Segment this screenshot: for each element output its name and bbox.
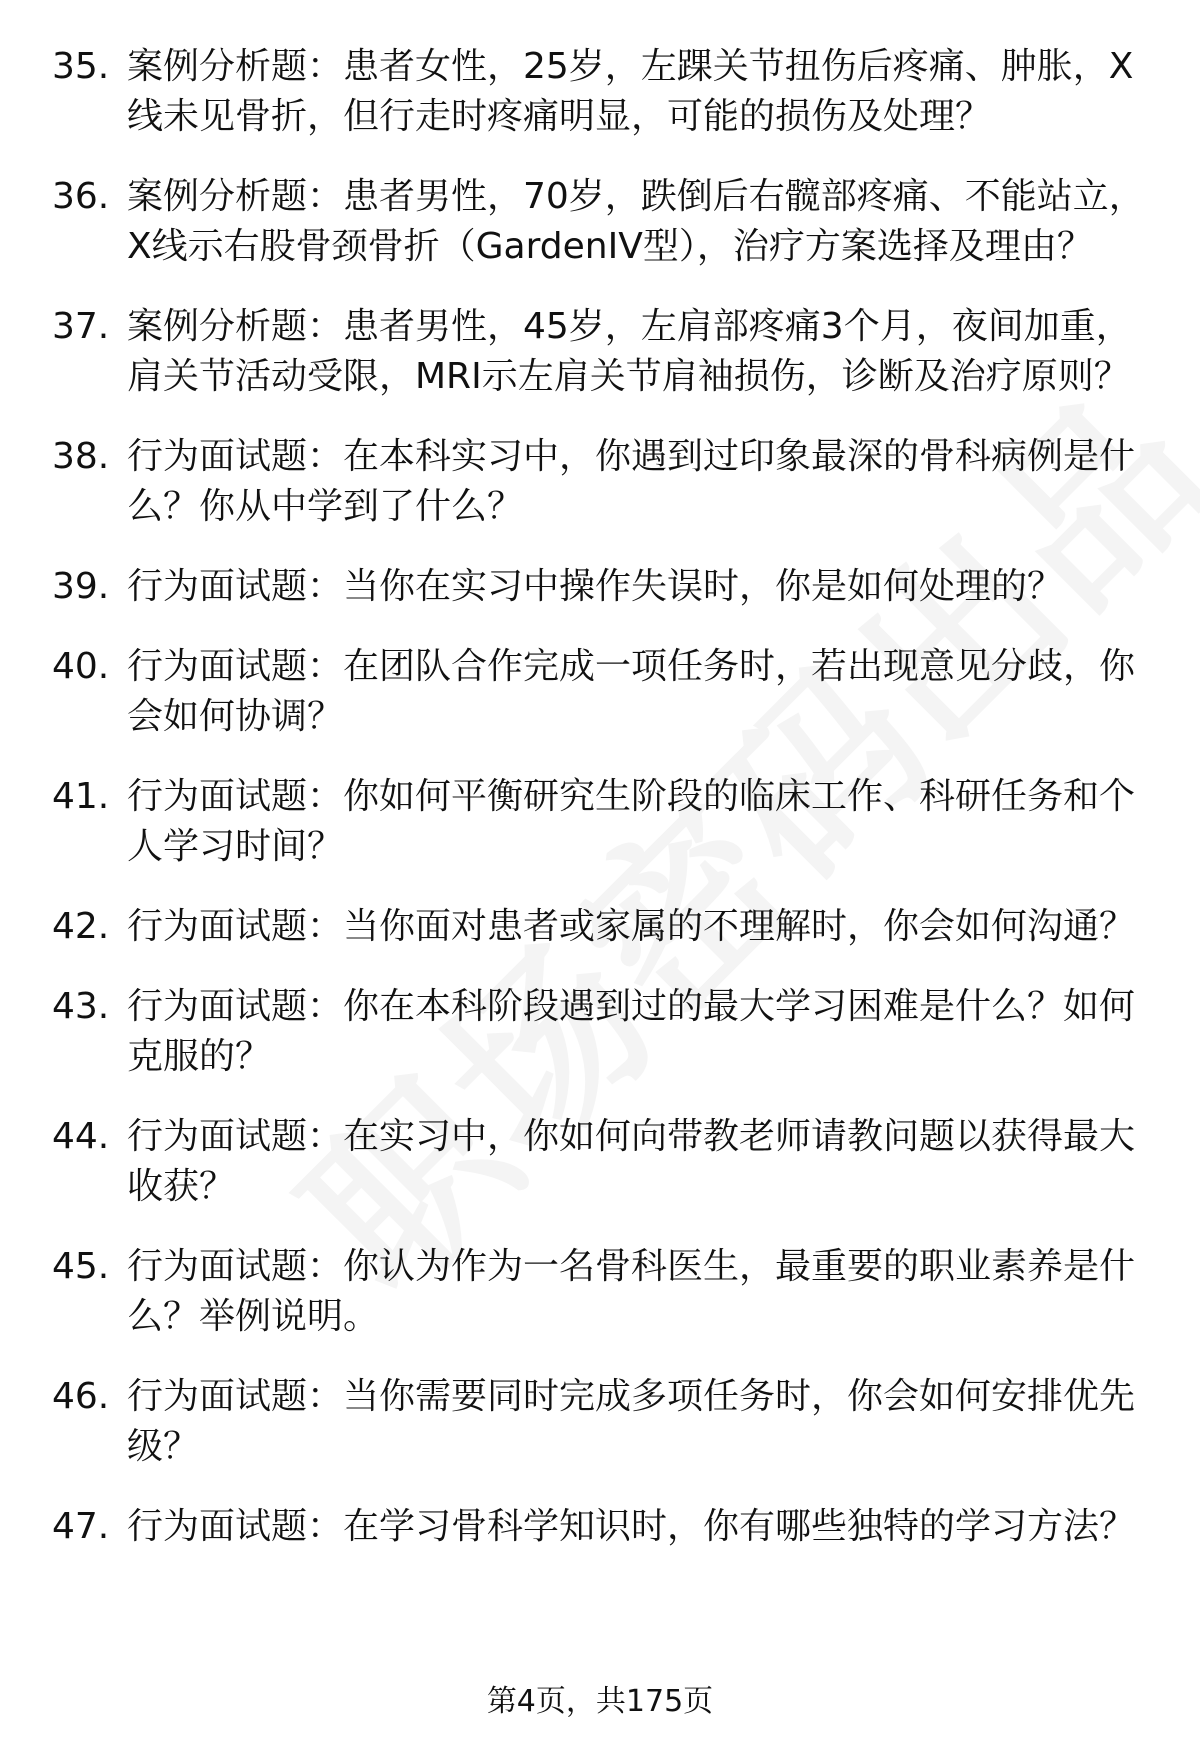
question-item xyxy=(52,172,1162,272)
question-item xyxy=(52,772,1162,872)
question-text: 案例分析题：患者男性，45岁，左肩部疼痛3个月，夜间加重，肩关节活动受限，MRI示左肩关节肩袖损伤，诊断及治疗原则？ xyxy=(127,306,1132,397)
question-item xyxy=(52,902,1162,952)
page-number-label: 第4页，共175页 xyxy=(486,1684,714,1719)
question-text: 行为面试题：你在本科阶段遇到过的最大学习困难是什么？如何克服的？ xyxy=(127,986,1136,1077)
question-item xyxy=(52,1112,1162,1212)
question-item xyxy=(52,302,1162,402)
question-item xyxy=(52,1372,1162,1472)
question-number: 35. xyxy=(52,46,110,87)
question-number: 47. xyxy=(52,1506,110,1547)
question-text: 行为面试题：当你面对患者或家属的不理解时，你会如何沟通？ xyxy=(127,906,1136,947)
page-footer xyxy=(0,1682,1200,1722)
question-text: 行为面试题：当你在实习中操作失误时，你是如何处理的？ xyxy=(127,566,1064,607)
question-number: 41. xyxy=(52,776,110,817)
question-item xyxy=(52,1242,1162,1342)
question-item xyxy=(52,432,1162,532)
question-text: 行为面试题：你如何平衡研究生阶段的临床工作、科研任务和个人学习时间？ xyxy=(127,776,1136,867)
question-text: 行为面试题：在实习中，你如何向带教老师请教问题以获得最大收获？ xyxy=(127,1116,1136,1207)
question-text: 案例分析题：患者女性，25岁，左踝关节扭伤后疼痛、肿胀，X线未见骨折，但行走时疼痛明显，可能的损伤及处理？ xyxy=(127,46,1134,137)
question-number: 43. xyxy=(52,986,110,1027)
question-number: 36. xyxy=(52,176,110,217)
question-text: 行为面试题：在本科实习中，你遇到过印象最深的骨科病例是什么？你从中学到了什么？ xyxy=(127,436,1136,527)
question-item xyxy=(52,982,1162,1082)
question-text: 行为面试题：你认为作为一名骨科医生，最重要的职业素养是什么？举例说明。 xyxy=(127,1246,1136,1337)
question-text: 行为面试题：在团队合作完成一项任务时，若出现意见分歧，你会如何协调？ xyxy=(127,646,1136,737)
question-item xyxy=(52,42,1162,142)
question-item xyxy=(52,562,1162,612)
question-text: 案例分析题：患者男性，70岁，跌倒后右髋部疼痛、不能站立，X线示右股骨颈骨折（GardenIV型），治疗方案选择及理由？ xyxy=(127,176,1145,267)
question-number: 45. xyxy=(52,1246,110,1287)
question-number: 46. xyxy=(52,1376,110,1417)
question-list xyxy=(52,42,1162,1582)
question-number: 37. xyxy=(52,306,110,347)
question-number: 40. xyxy=(52,646,110,687)
question-item xyxy=(52,1502,1162,1552)
question-number: 39. xyxy=(52,566,110,607)
question-text: 行为面试题：当你需要同时完成多项任务时，你会如何安排优先级？ xyxy=(127,1376,1136,1467)
question-item xyxy=(52,642,1162,742)
question-number: 38. xyxy=(52,436,110,477)
question-number: 42. xyxy=(52,906,110,947)
question-number: 44. xyxy=(52,1116,110,1157)
question-text: 行为面试题：在学习骨科学知识时，你有哪些独特的学习方法？ xyxy=(127,1506,1136,1547)
